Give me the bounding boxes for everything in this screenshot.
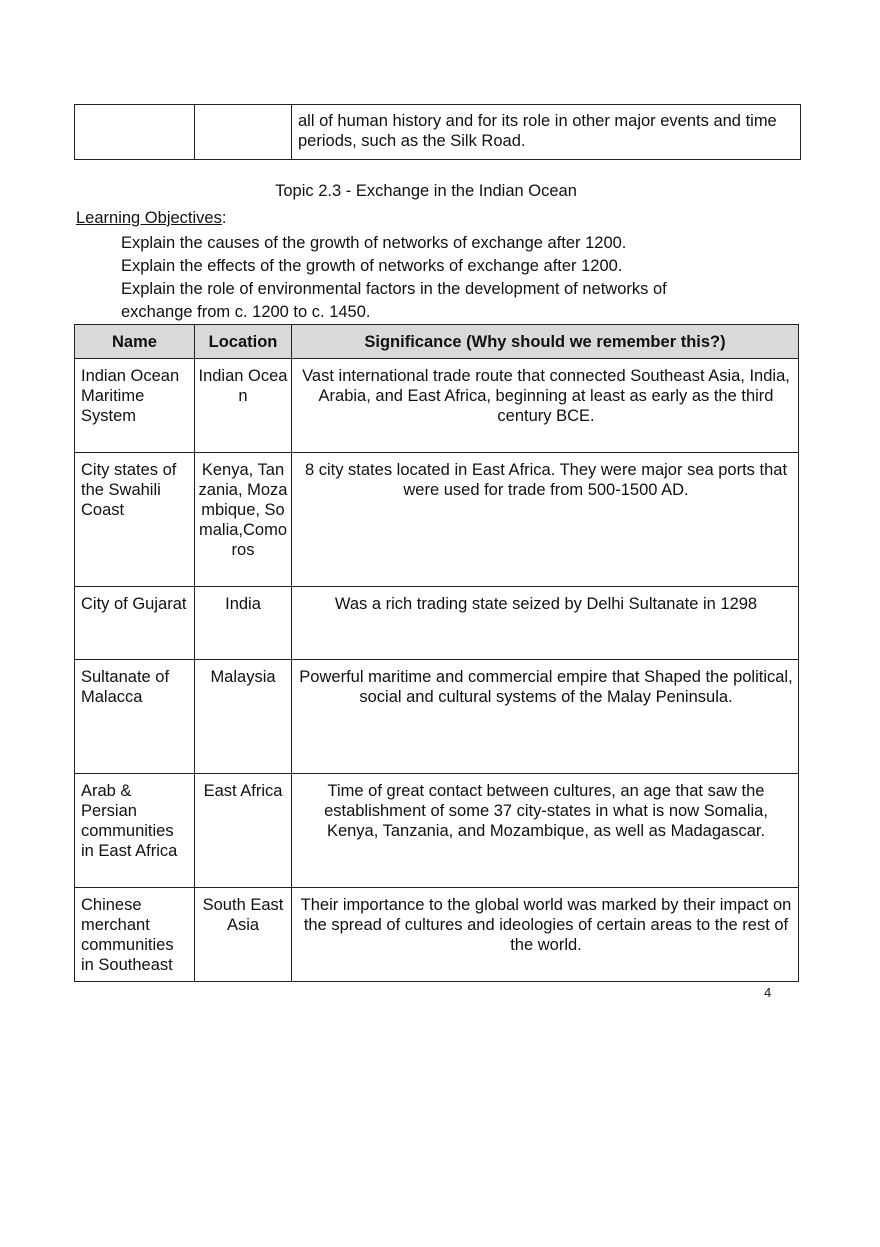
row-significance: 8 city states located in East Africa. They were major sea ports that were used for trade from 500-1500 AD. <box>292 453 799 587</box>
row-name: Sultanate of Malacca <box>75 660 195 774</box>
row-name: City states of the Swahili Coast <box>75 453 195 587</box>
table-row <box>75 774 799 888</box>
row-significance: Time of great contact between cultures, an age that saw the establishment of some 37 city-states in what is now Somalia, Kenya, Tanzania, and Mozambique, as well as Madagascar. <box>292 774 799 888</box>
table-row <box>75 888 799 982</box>
objective-item: Explain the role of environmental factors in the development of networks of exchange from c. 1200 to c. 1450. <box>121 280 667 321</box>
row-name: Indian Ocean Maritime System <box>75 359 195 453</box>
table-row <box>75 660 799 774</box>
table-row <box>75 453 799 587</box>
row-location: East Africa <box>195 774 292 888</box>
continuation-table <box>74 104 801 160</box>
table-cell <box>75 105 195 160</box>
table-cell <box>195 105 292 160</box>
row-location: Malaysia <box>195 660 292 774</box>
row-location: Kenya, Tanzania, Mozambique, Somalia,Comoros <box>195 453 292 587</box>
row-location: South East Asia <box>195 888 292 982</box>
row-location: India <box>195 587 292 660</box>
learning-objectives-label: Learning Objectives <box>76 209 222 227</box>
column-header-name: Name <box>75 325 195 359</box>
learning-objectives-heading <box>76 209 226 228</box>
row-significance: Vast international trade route that connected Southeast Asia, India, Arabia, and East Africa, beginning at least as early as the third century BCE. <box>292 359 799 453</box>
row-name: City of Gujarat <box>75 587 195 660</box>
table-cell: all of human history and for its role in other major events and time periods, such as the Silk Road. <box>292 105 801 160</box>
row-name: Chinese merchant communities in Southeast <box>75 888 195 982</box>
row-location: Indian Ocean <box>195 359 292 453</box>
table-row <box>75 105 801 160</box>
exchange-table <box>74 324 799 982</box>
table-row <box>75 587 799 660</box>
row-significance: Powerful maritime and commercial empire that Shaped the political, social and cultural systems of the Malay Peninsula. <box>292 660 799 774</box>
column-header-significance: Significance (Why should we remember this?) <box>292 325 799 359</box>
row-significance: Their importance to the global world was marked by their impact on the spread of cultures and ideologies of certain areas to the rest of the world. <box>292 888 799 982</box>
objectives-list <box>121 232 741 324</box>
page-number: 4 <box>764 985 772 1000</box>
column-header-location: Location <box>195 325 292 359</box>
row-name: Arab & Persian communities in East Africa <box>75 774 195 888</box>
table-row <box>75 359 799 453</box>
objective-item: Explain the causes of the growth of networks of exchange after 1200. <box>121 234 627 252</box>
heading-colon: : <box>221 209 227 227</box>
row-significance: Was a rich trading state seized by Delhi Sultanate in 1298 <box>292 587 799 660</box>
table-header-row <box>75 325 799 359</box>
objective-item: Explain the effects of the growth of networks of exchange after 1200. <box>121 257 623 275</box>
topic-title: Topic 2.3 - Exchange in the Indian Ocean <box>275 182 577 200</box>
